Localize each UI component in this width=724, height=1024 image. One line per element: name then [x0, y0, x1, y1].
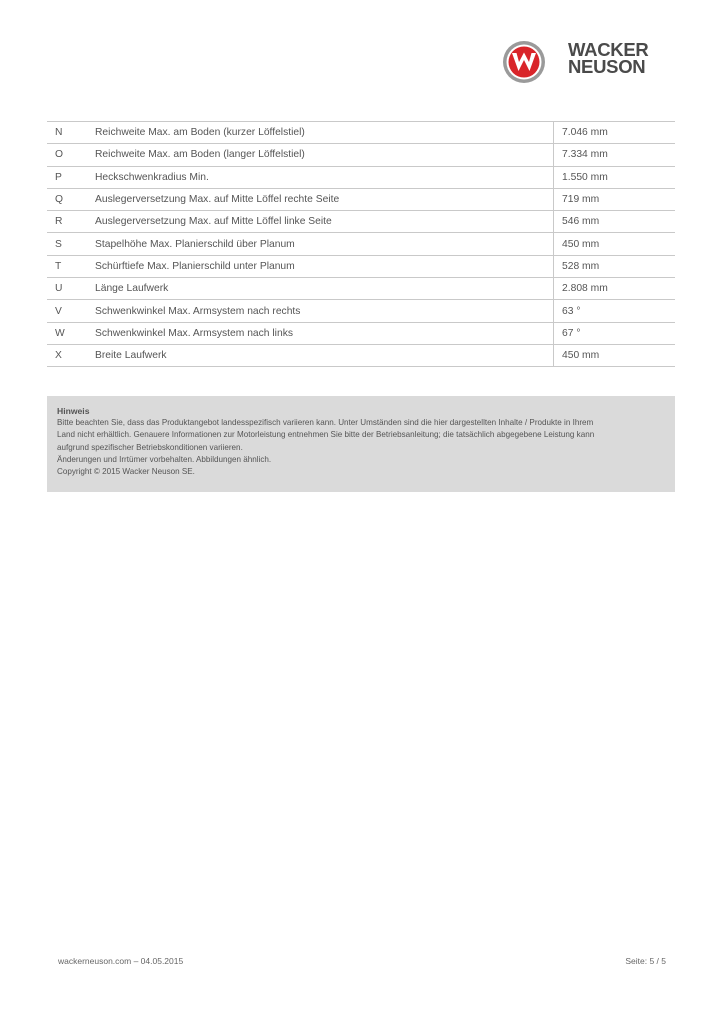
- spec-code: P: [47, 166, 91, 188]
- spec-value: 450 mm: [554, 233, 676, 255]
- table-row: [47, 344, 675, 366]
- spec-code: X: [47, 344, 91, 366]
- spec-code: V: [47, 300, 91, 322]
- notice-title: Hinweis: [57, 406, 90, 416]
- logo-line-2: NEUSON: [568, 56, 646, 77]
- spec-value: 528 mm: [554, 255, 676, 277]
- notice-line: Änderungen und Irrtümer vorbehalten. Abbildungen ähnlich.: [57, 454, 272, 464]
- wacker-neuson-logo-icon: [502, 40, 546, 84]
- spec-description: Schwenkwinkel Max. Armsystem nach rechts: [91, 300, 554, 322]
- logo-wordmark: [568, 41, 648, 75]
- spec-value: 7.334 mm: [554, 144, 676, 166]
- notice-line: Copyright © 2015 Wacker Neuson SE.: [57, 467, 195, 477]
- specs-table: [47, 121, 675, 367]
- spec-description: Reichweite Max. am Boden (kurzer Löffelstiel): [91, 122, 554, 144]
- spec-description: Länge Laufwerk: [91, 278, 554, 300]
- footer-site-date: wackerneuson.com – 04.05.2015: [58, 956, 184, 966]
- spec-description: Breite Laufwerk: [91, 344, 554, 366]
- spec-description: Stapelhöhe Max. Planierschild über Planum: [91, 233, 554, 255]
- footer-page-number: Seite: 5 / 5: [625, 956, 666, 966]
- spec-code: T: [47, 255, 91, 277]
- spec-description: Auslegerversetzung Max. auf Mitte Löffel linke Seite: [91, 211, 554, 233]
- spec-code: W: [47, 322, 91, 344]
- notice-line: aufgrund spezifischer Betriebskonditionen variieren.: [57, 442, 243, 452]
- spec-description: Auslegerversetzung Max. auf Mitte Löffel rechte Seite: [91, 188, 554, 210]
- spec-description: Schürftiefe Max. Planierschild unter Planum: [91, 255, 554, 277]
- spec-value: 719 mm: [554, 188, 676, 210]
- table-row: [47, 211, 675, 233]
- table-row: [47, 144, 675, 166]
- table-row: [47, 122, 675, 144]
- notice-line: Bitte beachten Sie, dass das Produktangebot landesspezifisch variieren kann. Unter Umständen sind die hier dargestellten Inhalte / Produkte in Ihrem: [57, 418, 594, 428]
- spec-code: N: [47, 122, 91, 144]
- table-row: [47, 300, 675, 322]
- spec-value: 450 mm: [554, 344, 676, 366]
- notice-line: Land nicht erhältlich. Genauere Informationen zur Motorleistung entnehmen Sie bitte der Betriebsanleitung; die tatsächlich abgegebene Leistung kann: [57, 430, 595, 440]
- spec-code: U: [47, 278, 91, 300]
- spec-value: 63 °: [554, 300, 676, 322]
- notice-box: [47, 396, 675, 492]
- spec-value: 7.046 mm: [554, 122, 676, 144]
- spec-value: 1.550 mm: [554, 166, 676, 188]
- logo-line-1: WACKER: [568, 39, 649, 60]
- spec-description: Schwenkwinkel Max. Armsystem nach links: [91, 322, 554, 344]
- spec-code: R: [47, 211, 91, 233]
- spec-description: Reichweite Max. am Boden (langer Löffelstiel): [91, 144, 554, 166]
- table-row: [47, 233, 675, 255]
- spec-value: 2.808 mm: [554, 278, 676, 300]
- spec-code: Q: [47, 188, 91, 210]
- brand-logo: [502, 40, 672, 84]
- spec-code: S: [47, 233, 91, 255]
- table-row: [47, 255, 675, 277]
- spec-value: 67 °: [554, 322, 676, 344]
- table-row: [47, 166, 675, 188]
- table-row: [47, 278, 675, 300]
- table-row: [47, 188, 675, 210]
- spec-code: O: [47, 144, 91, 166]
- table-row: [47, 322, 675, 344]
- spec-value: 546 mm: [554, 211, 676, 233]
- spec-description: Heckschwenkradius Min.: [91, 166, 554, 188]
